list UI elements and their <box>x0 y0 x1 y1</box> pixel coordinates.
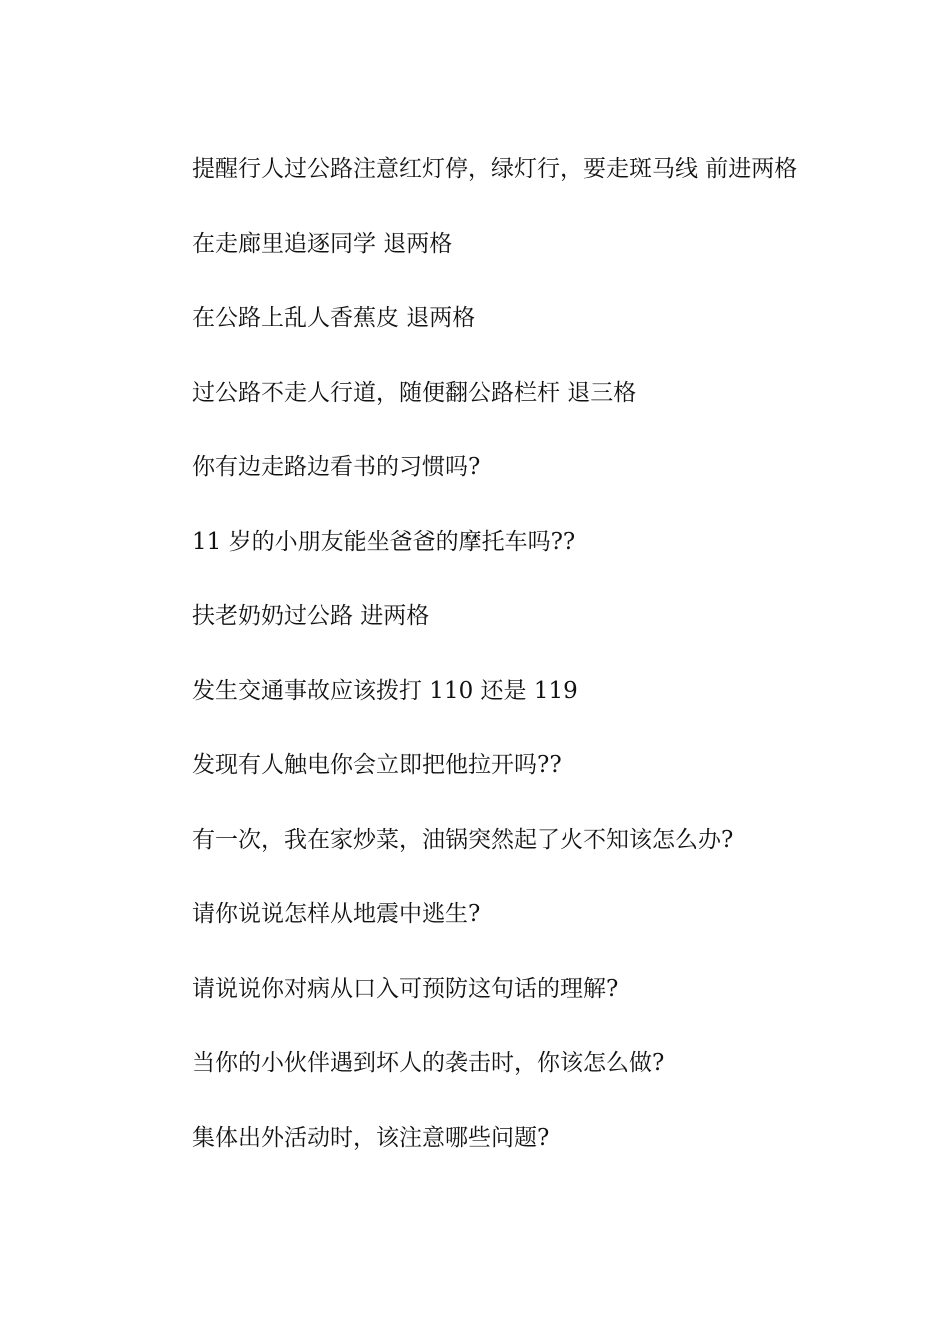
paragraph: 扶老奶奶过公路 进两格 <box>192 603 430 629</box>
paragraph: 请说说你对病从口入可预防这句话的理解? <box>192 975 619 1002</box>
paragraph: 11 岁的小朋友能坐爸爸的摩托车吗?? <box>192 528 576 555</box>
paragraph: 提醒行人过公路注意红灯停，绿灯行，要走斑马线 前进两格 <box>192 156 798 182</box>
paragraph: 集体出外活动时，该注意哪些问题? <box>192 1124 550 1151</box>
paragraph: 发生交通事故应该拨打 110 还是 119 <box>192 677 578 704</box>
paragraph: 当你的小伙伴遇到坏人的袭击时，你该怎么做? <box>192 1050 665 1076</box>
paragraph: 过公路不走人行道，随便翻公路栏杆 退三格 <box>192 379 637 406</box>
paragraph: 在公路上乱人香蕉皮 退两格 <box>192 305 476 331</box>
paragraph: 请你说说怎样从地震中逃生? <box>192 901 481 927</box>
paragraph: 在走廊里追逐同学 退两格 <box>192 230 453 257</box>
document-body <box>145 132 810 1175</box>
paragraph: 发现有人触电你会立即把他拉开吗?? <box>192 752 562 778</box>
paragraph: 你有边走路边看书的习惯吗? <box>192 454 481 480</box>
paragraph: 有一次，我在家炒菜，油锅突然起了火不知该怎么办? <box>192 826 734 853</box>
